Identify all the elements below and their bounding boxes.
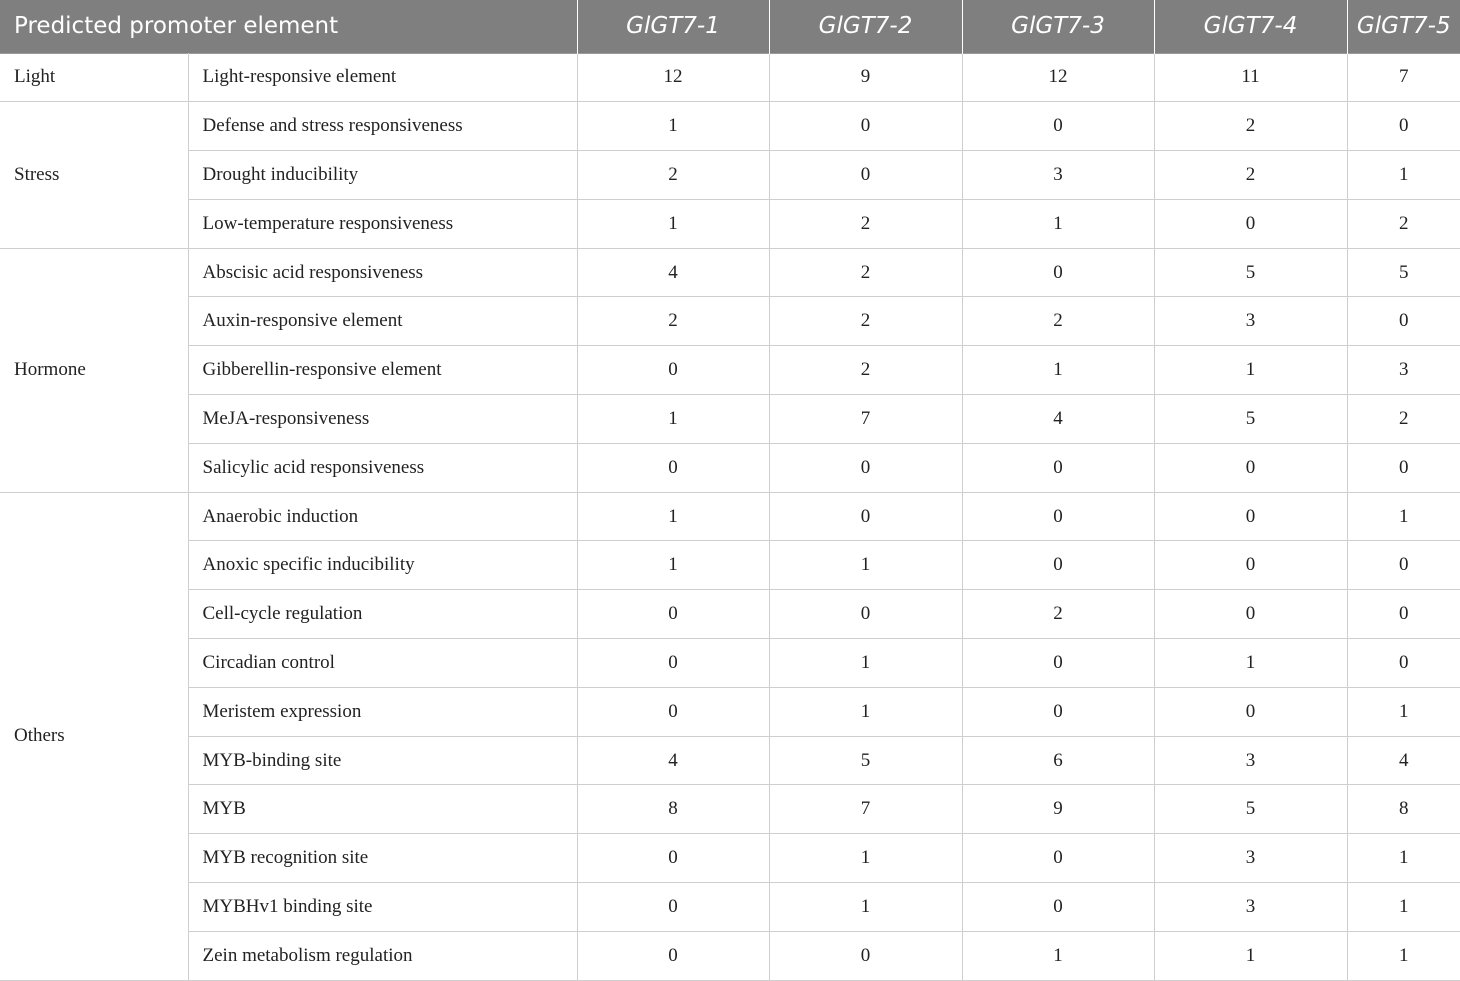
table-row — [0, 102, 1460, 151]
element-cell: Circadian control — [188, 639, 577, 688]
count-cell: 1 — [1347, 883, 1460, 932]
table-row — [0, 346, 1460, 395]
count-cell: 0 — [1347, 297, 1460, 346]
count-cell: 1 — [962, 199, 1154, 248]
table-row — [0, 687, 1460, 736]
count-cell: 2 — [769, 346, 962, 395]
header-gene-2: GlGT7-2 — [769, 0, 962, 53]
count-cell: 5 — [1154, 248, 1347, 297]
count-cell: 12 — [577, 53, 769, 102]
element-cell: Meristem expression — [188, 687, 577, 736]
count-cell: 1 — [1347, 687, 1460, 736]
count-cell: 0 — [769, 151, 962, 200]
element-cell: MYB — [188, 785, 577, 834]
count-cell: 1 — [1347, 151, 1460, 200]
count-cell: 5 — [1347, 248, 1460, 297]
count-cell: 1 — [577, 199, 769, 248]
table-row — [0, 736, 1460, 785]
header-gene-1: GlGT7-1 — [577, 0, 769, 53]
count-cell: 1 — [1154, 931, 1347, 980]
count-cell: 4 — [962, 395, 1154, 444]
table-row — [0, 53, 1460, 102]
count-cell: 2 — [577, 151, 769, 200]
count-cell: 0 — [962, 102, 1154, 151]
count-cell: 7 — [769, 395, 962, 444]
element-cell: Anoxic specific inducibility — [188, 541, 577, 590]
table-row — [0, 931, 1460, 980]
count-cell: 0 — [577, 834, 769, 883]
table-row — [0, 639, 1460, 688]
count-cell: 0 — [577, 883, 769, 932]
count-cell: 0 — [1154, 492, 1347, 541]
element-cell: Auxin-responsive element — [188, 297, 577, 346]
count-cell: 8 — [1347, 785, 1460, 834]
element-cell: Low-temperature responsiveness — [188, 199, 577, 248]
table-row — [0, 395, 1460, 444]
element-cell: Abscisic acid responsiveness — [188, 248, 577, 297]
count-cell: 2 — [769, 199, 962, 248]
category-cell: Hormone — [0, 248, 188, 492]
table-row — [0, 541, 1460, 590]
header-gene-3: GlGT7-3 — [962, 0, 1154, 53]
count-cell: 4 — [577, 248, 769, 297]
count-cell: 1 — [769, 639, 962, 688]
count-cell: 0 — [1347, 639, 1460, 688]
count-cell: 2 — [769, 248, 962, 297]
category-cell: Others — [0, 492, 188, 980]
count-cell: 5 — [1154, 395, 1347, 444]
count-cell: 0 — [577, 639, 769, 688]
count-cell: 11 — [1154, 53, 1347, 102]
count-cell: 2 — [1347, 395, 1460, 444]
count-cell: 0 — [577, 346, 769, 395]
count-cell: 2 — [962, 297, 1154, 346]
element-cell: Light-responsive element — [188, 53, 577, 102]
count-cell: 2 — [577, 297, 769, 346]
count-cell: 3 — [962, 151, 1154, 200]
count-cell: 1 — [577, 395, 769, 444]
count-cell: 0 — [1347, 102, 1460, 151]
count-cell: 1 — [769, 834, 962, 883]
count-cell: 3 — [1154, 736, 1347, 785]
count-cell: 1 — [577, 492, 769, 541]
count-cell: 0 — [1154, 541, 1347, 590]
count-cell: 0 — [577, 590, 769, 639]
count-cell: 1 — [769, 883, 962, 932]
count-cell: 5 — [769, 736, 962, 785]
count-cell: 0 — [769, 443, 962, 492]
element-cell: MYBHv1 binding site — [188, 883, 577, 932]
count-cell: 0 — [769, 931, 962, 980]
count-cell: 1 — [577, 102, 769, 151]
count-cell: 0 — [769, 590, 962, 639]
element-cell: Gibberellin-responsive element — [188, 346, 577, 395]
count-cell: 0 — [769, 492, 962, 541]
header-gene-4: GlGT7-4 — [1154, 0, 1347, 53]
table-row — [0, 492, 1460, 541]
element-cell: Zein metabolism regulation — [188, 931, 577, 980]
category-cell: Stress — [0, 102, 188, 248]
count-cell: 0 — [962, 834, 1154, 883]
count-cell: 12 — [962, 53, 1154, 102]
header-row — [0, 0, 1460, 53]
count-cell: 3 — [1154, 883, 1347, 932]
count-cell: 2 — [1347, 199, 1460, 248]
count-cell: 1 — [1347, 492, 1460, 541]
count-cell: 0 — [1154, 443, 1347, 492]
table-row — [0, 297, 1460, 346]
header-gene-5: GlGT7-5 — [1347, 0, 1460, 53]
table-row — [0, 590, 1460, 639]
count-cell: 3 — [1154, 297, 1347, 346]
count-cell: 1 — [1154, 639, 1347, 688]
element-cell: MYB-binding site — [188, 736, 577, 785]
element-cell: MeJA-responsiveness — [188, 395, 577, 444]
element-cell: Salicylic acid responsiveness — [188, 443, 577, 492]
table-row — [0, 248, 1460, 297]
count-cell: 0 — [769, 102, 962, 151]
count-cell: 7 — [1347, 53, 1460, 102]
count-cell: 9 — [962, 785, 1154, 834]
count-cell: 1 — [962, 346, 1154, 395]
count-cell: 1 — [769, 541, 962, 590]
element-cell: Defense and stress responsiveness — [188, 102, 577, 151]
header-element: Predicted promoter element — [0, 0, 577, 53]
element-cell: Anaerobic induction — [188, 492, 577, 541]
table-row — [0, 199, 1460, 248]
count-cell: 0 — [1154, 199, 1347, 248]
count-cell: 2 — [769, 297, 962, 346]
table-row — [0, 443, 1460, 492]
count-cell: 1 — [1154, 346, 1347, 395]
count-cell: 0 — [962, 687, 1154, 736]
table-row — [0, 151, 1460, 200]
count-cell: 3 — [1347, 346, 1460, 395]
count-cell: 1 — [769, 687, 962, 736]
count-cell: 5 — [1154, 785, 1347, 834]
count-cell: 4 — [1347, 736, 1460, 785]
count-cell: 8 — [577, 785, 769, 834]
count-cell: 1 — [1347, 931, 1460, 980]
count-cell: 1 — [577, 541, 769, 590]
count-cell: 1 — [1347, 834, 1460, 883]
count-cell: 0 — [1154, 590, 1347, 639]
count-cell: 4 — [577, 736, 769, 785]
count-cell: 0 — [962, 639, 1154, 688]
table-row — [0, 883, 1460, 932]
count-cell: 6 — [962, 736, 1154, 785]
category-cell: Light — [0, 53, 188, 102]
count-cell: 2 — [962, 590, 1154, 639]
count-cell: 0 — [962, 492, 1154, 541]
count-cell: 2 — [1154, 151, 1347, 200]
count-cell: 0 — [577, 443, 769, 492]
count-cell: 0 — [577, 931, 769, 980]
count-cell: 9 — [769, 53, 962, 102]
element-cell: MYB recognition site — [188, 834, 577, 883]
table-row — [0, 785, 1460, 834]
count-cell: 2 — [1154, 102, 1347, 151]
element-cell: Cell-cycle regulation — [188, 590, 577, 639]
count-cell: 0 — [962, 883, 1154, 932]
table-body — [0, 53, 1460, 980]
count-cell: 0 — [1347, 590, 1460, 639]
count-cell: 0 — [1347, 541, 1460, 590]
element-cell: Drought inducibility — [188, 151, 577, 200]
count-cell: 0 — [1347, 443, 1460, 492]
count-cell: 1 — [962, 931, 1154, 980]
count-cell: 0 — [962, 248, 1154, 297]
count-cell: 0 — [962, 541, 1154, 590]
count-cell: 7 — [769, 785, 962, 834]
count-cell: 0 — [1154, 687, 1347, 736]
count-cell: 0 — [577, 687, 769, 736]
count-cell: 0 — [962, 443, 1154, 492]
table-row — [0, 834, 1460, 883]
count-cell: 3 — [1154, 834, 1347, 883]
